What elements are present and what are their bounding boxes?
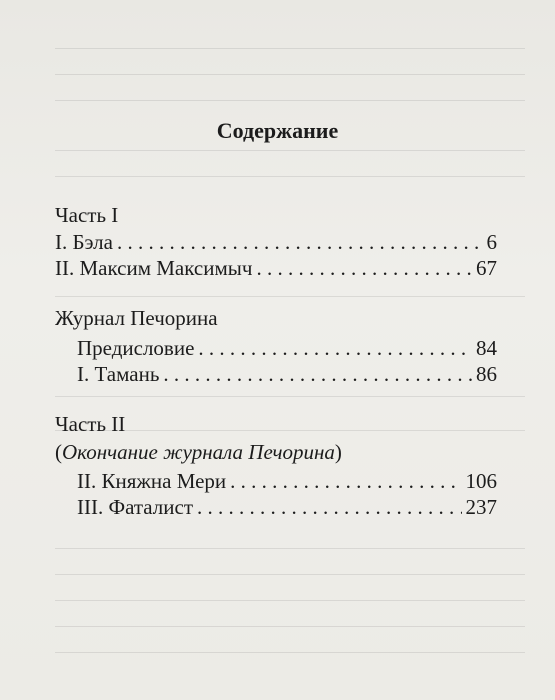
bleed-through-line bbox=[55, 396, 525, 397]
bleed-through-line bbox=[55, 548, 525, 549]
bleed-through-line bbox=[55, 74, 525, 75]
toc-entry-page: 106 bbox=[465, 469, 497, 493]
toc-entry-label: II. Княжна Мери bbox=[77, 469, 227, 493]
toc-leader-dots bbox=[163, 362, 472, 387]
section-heading: Журнал Печорина bbox=[55, 306, 218, 330]
toc-title: Содержание bbox=[216, 118, 339, 143]
bleed-through-line bbox=[55, 296, 525, 297]
bleed-through-line bbox=[55, 48, 525, 49]
toc-entry-label: II. Максим Максимыч bbox=[55, 256, 253, 280]
toc-entry-page: 86 bbox=[476, 362, 497, 386]
toc-entry-label: I. Бэла bbox=[55, 230, 113, 254]
bleed-through-line bbox=[55, 176, 525, 177]
subheading-italic-text: Окончание журнала Печорина bbox=[62, 440, 335, 464]
toc-entry[interactable] bbox=[55, 256, 497, 281]
bleed-through-line bbox=[55, 626, 525, 627]
toc-entry-label: I. Тамань bbox=[77, 362, 160, 386]
bleed-through-line bbox=[55, 652, 525, 653]
toc-entry[interactable] bbox=[77, 469, 497, 494]
toc-leader-dots bbox=[198, 336, 472, 361]
toc-leader-dots bbox=[230, 469, 461, 494]
toc-entry[interactable] bbox=[77, 362, 497, 387]
toc-entry-page: 84 bbox=[476, 336, 497, 360]
toc-entry[interactable] bbox=[55, 230, 497, 255]
subheading-close-paren: ) bbox=[334, 440, 342, 464]
toc-entry-label: Предисловие bbox=[77, 336, 195, 360]
bleed-through-line bbox=[55, 150, 525, 151]
toc-entry[interactable] bbox=[77, 495, 497, 520]
toc-entry-label: III. Фаталист bbox=[77, 495, 194, 519]
bleed-through-line bbox=[55, 574, 525, 575]
bleed-through-line bbox=[55, 600, 525, 601]
section-heading: Часть II bbox=[55, 412, 126, 436]
bleed-through-line bbox=[55, 430, 525, 431]
toc-leader-dots bbox=[197, 495, 461, 520]
section-heading: Часть I bbox=[55, 203, 119, 227]
toc-leader-dots bbox=[117, 230, 483, 255]
toc-leader-dots bbox=[256, 256, 472, 281]
toc-entry-page: 237 bbox=[465, 495, 497, 519]
section-subheading bbox=[55, 440, 342, 465]
toc-entry-page: 67 bbox=[476, 256, 497, 280]
bleed-through-line bbox=[55, 100, 525, 101]
subheading-open-paren: ( bbox=[55, 440, 62, 464]
toc-entry-page: 6 bbox=[486, 230, 497, 254]
toc-entry[interactable] bbox=[77, 336, 497, 361]
